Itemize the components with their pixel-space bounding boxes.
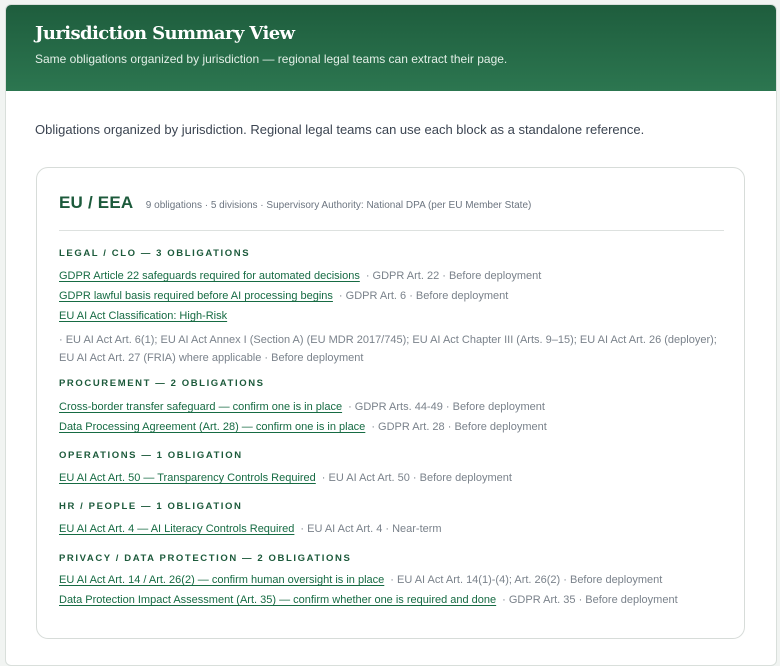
obligation-ref: · GDPR Art. 35 · Before deployment [502,594,678,606]
jurisdiction-name: EU / EEA [59,193,134,212]
obligation-row [59,471,512,486]
page-header [6,5,776,91]
section-title-privacy: PRIVACY / DATA PROTECTION — 2 OBLIGATIONS [59,553,352,564]
obligation-ref: · EU AI Act Art. 50 · Before deployment [321,472,512,484]
section-title-operations: OPERATIONS — 1 OBLIGATION [59,450,243,461]
obligation-row [59,593,678,608]
jurisdiction-card [36,167,745,639]
jurisdiction-meta: 9 obligations · 5 divisions · Supervisory Authority: National DPA (per EU Member State) [145,200,532,211]
obligation-row [59,309,227,324]
obligation-ref: · GDPR Art. 6 · Before deployment [338,290,509,302]
divider [59,230,724,231]
obligation-link[interactable]: EU AI Act Art. 14 / Art. 26(2) — confirm human oversight is in place [59,574,385,586]
obligation-row [59,269,541,284]
intro-text: Obligations organized by jurisdiction. Regional legal teams can use each block as a standalone reference. [35,122,645,137]
section-title-hr: HR / PEOPLE — 1 OBLIGATION [59,501,243,512]
obligation-link[interactable]: EU AI Act Classification: High-Risk [59,310,228,322]
obligation-row [59,522,442,537]
obligation-row [59,420,547,435]
obligation-ref: · GDPR Art. 28 · Before deployment [371,421,547,433]
obligation-ref: · EU AI Act Art. 4 · Near-term [300,523,442,535]
obligation-ref: · EU AI Act Art. 14(1)-(4); Art. 26(2) · Before deployment [390,574,663,586]
obligation-link[interactable]: Data Protection Impact Assessment (Art. 35) — confirm whether one is required and done [59,594,497,606]
obligation-ref: · GDPR Art. 22 · Before deployment [365,270,542,282]
obligation-link[interactable]: GDPR Article 22 safeguards required for automated decisions [59,270,360,282]
obligation-link[interactable]: Data Processing Agreement (Art. 28) — confirm one is in place [59,421,366,433]
obligation-link[interactable]: EU AI Act Art. 50 — Transparency Controls Required [59,472,316,484]
obligation-link[interactable]: Cross-border transfer safeguard — confirm one is in place [59,401,343,413]
obligation-link[interactable]: GDPR lawful basis required before AI processing begins [59,290,333,302]
obligation-row [59,573,662,588]
obligation-row [59,289,508,304]
summary-panel [5,4,777,666]
page-title: Jurisdiction Summary View [35,23,295,44]
obligation-ref: · EU AI Act Art. 6(1); EU AI Act Annex I (Section A) (EU MDR 2017/745); EU AI Act Chapter III (Arts. 9–15); EU AI Act Art. 26 (deployer); EU AI Act Art. 27 (FRIA) where applicable · Before deployment [59,334,717,364]
obligation-ref: · GDPR Arts. 44-49 · Before deployment [348,401,545,413]
jurisdiction-header [59,193,531,213]
page-subtitle: Same obligations organized by jurisdiction — regional legal teams can extract their page. [35,52,508,66]
section-title-procurement: PROCUREMENT — 2 OBLIGATIONS [59,378,265,389]
section-title-legal: LEGAL / CLO — 3 OBLIGATIONS [59,248,251,259]
obligation-link[interactable]: EU AI Act Art. 4 — AI Literacy Controls Required [59,523,295,535]
obligation-row [59,400,545,415]
